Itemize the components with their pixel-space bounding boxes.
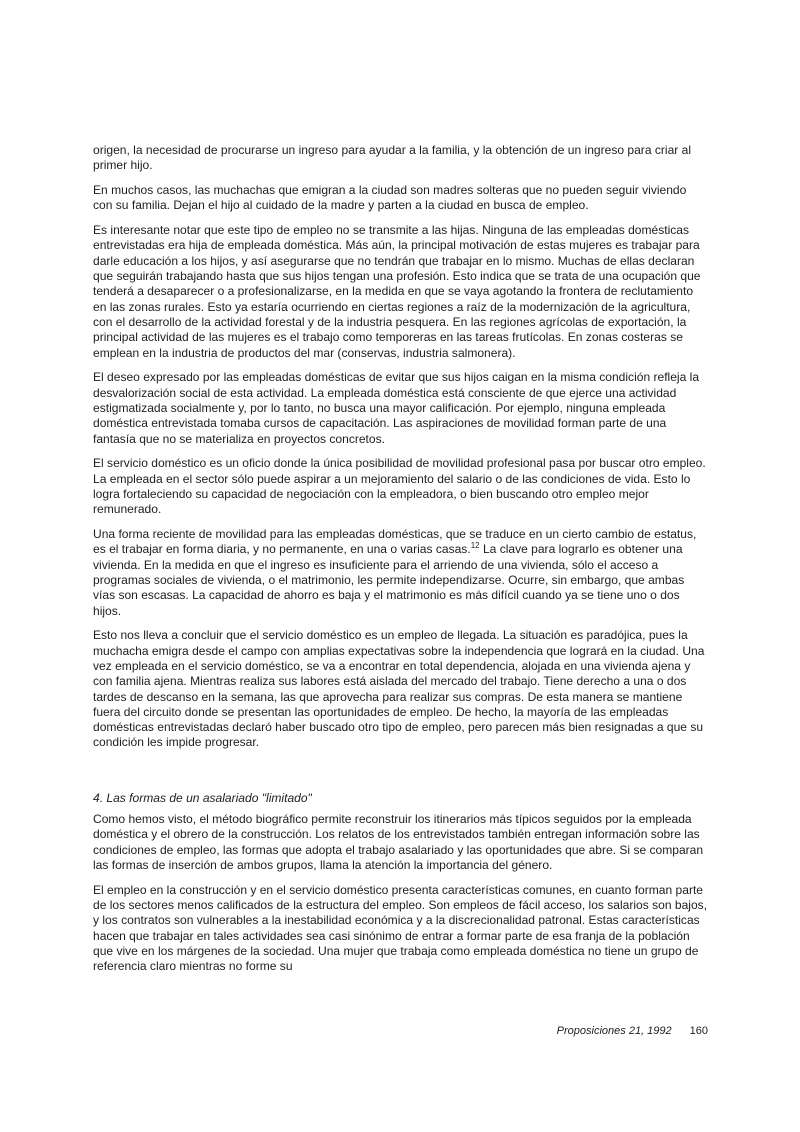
section-heading: 4. Las formas de un asalariado "limitado": [93, 790, 312, 805]
journal-citation: Proposiciones 21, 1992: [556, 1025, 672, 1037]
page-footer: [540, 1024, 708, 1038]
page-number: 160: [689, 1025, 708, 1037]
paragraph-metodo-biografico: Como hemos visto, el método biográfico permite reconstruir los itinerarios más típicos seguidos por la empleada doméstica y el obrero de la construcción. Los relatos de los entrevistados también entregan información sobre las condiciones de empleo, las formas que adopta el trabajo asalariado y las oportunidades que abre. Si se comparan las formas de inserción de ambos grupos, llama la atención la importancia del género.: [93, 811, 704, 872]
footnote-marker: 12: [470, 541, 480, 551]
paragraph-trabajo-diario: [93, 527, 708, 619]
paragraph-madres-solteras: En muchos casos, las muchachas que emigran a la ciudad son madres solteras que no pueden seguir viviendo con su familia. Dejan el hijo al cuidado de la madre y parten a la ciudad en busca de empleo.: [93, 183, 687, 213]
paragraph-desvalorizacion: El deseo expresado por las empleadas domésticas de evitar que sus hijos caigan en la misma condición refleja la desvalorización social de esta actividad. La empleada doméstica está consciente de que ejerce una actividad estigmatizada socialmente y, por lo tanto, no busca una mayor calificación. Por ejemplo, ninguna empleada doméstica entrevistada tomaba cursos de capacitación. Las aspiraciones de movilidad forman parte de una fantasía que no se materializa en proyectos concretos.: [93, 370, 700, 446]
paragraph-empleo-de-llegada: Esto nos lleva a concluir que el servicio doméstico es un empleo de llegada. La situación es paradójica, pues la muchacha emigra desde el campo con amplias expectativas sobre la independencia que logrará en la ciudad. Una vez empleada en el servicio doméstico, se va a encontrar en total dependencia, alojada en una vivienda ajena y con familia ajena. Mientras realiza sus labores está aislada del mercado del trabajo. Tiene derecho a una o dos tardes de descanso en la semana, las que aprovecha para realizar sus compras. De esta manera se mantiene fuera del circuito donde se presentan las oportunidades de empleo. De hecho, la mayoría de las empleadas domésticas entrevistadas declaró haber buscado otro tipo de empleo, pero parecen más bien resignadas a que su condición les impide progresar.: [93, 628, 705, 750]
paragraph-transmision-empleo: Es interesante notar que este tipo de empleo no se transmite a las hijas. Ninguna de las empleadas domésticas entrevistadas era hija de empleada doméstica. Más aún, la principal motivación de estas mujeres es trabajar para darle educación a los hijos, y así asegurarse que no tendrán que trabajar en lo mismo. Muchas de ellas declaran que seguirán trabajando hasta que sus hijos tengan una profesión. Esto indica que se trata de una ocupación que tenderá a desaparecer o a profesionalizarse, en la medida en que se vaya agotando la frontera de reclutamiento en las zonas rurales. Esto ya estaría ocurriendo en ciertas regiones a raíz de la modernización de la agricultura, con el desarrollo de la actividad forestal y de la industria pesquera. En las regiones agrícolas de exportación, la principal actividad de las mujeres es el trabajo como temporeras en las tareas frutícolas. En zonas costeras se emplean en la industria de productos del mar (conservas, industria salmonera).: [93, 223, 701, 360]
paragraph-text-before-note: Una forma reciente de movilidad para las empleadas domésticas, que se traduce en un cierto cambio de estatus, es el trabajar en forma diaria, y no permanente, en una o varias casas.: [93, 527, 697, 557]
paragraph-text-after-note: La clave para lograrlo es obtener una vivienda. En la medida en que el ingreso es insuficiente para el arriendo de una vivienda, sólo el acceso a programas sociales de vivienda, o el matrimonio, les permite independizarse. Ocurre, sin embargo, que ambas vías son escasas. La capacidad de ahorro es baja y el matrimonio es más difícil cuando ya se tiene uno o dos hijos.: [93, 542, 685, 618]
paragraph-origen: origen, la necesidad de procurarse un ingreso para ayudar a la familia, y la obtención de un ingreso para criar al primer hijo.: [93, 143, 692, 173]
document-body: [93, 143, 708, 984]
paragraph-movilidad-profesional: El servicio doméstico es un oficio donde la única posibilidad de movilidad profesional pasa por buscar otro empleo. La empleada en el sector sólo puede aspirar a un mejoramiento del salario o de las condiciones de vida. Esto lo logra fortaleciendo su capacidad de negociación con la empleadora, o bien buscando otro empleo mejor remunerado.: [93, 456, 706, 517]
paragraph-caracteristicas-comunes: El empleo en la construcción y en el servicio doméstico presenta características comunes, en cuanto forman parte de los sectores menos calificados de la estructura del empleo. Son empleos de fácil acceso, los salarios son bajos, y los contratos son vulnerables a la inestabilidad económica y a la discrecionalidad patronal. Estas características hacen que trabajar en tales actividades sea casi sinónimo de entrar a formar parte de esa franja de la población que vive en los márgenes de la sociedad. Una mujer que trabaja como empleada doméstica no tiene un grupo de referencia claro mientras no forme su: [93, 882, 708, 974]
